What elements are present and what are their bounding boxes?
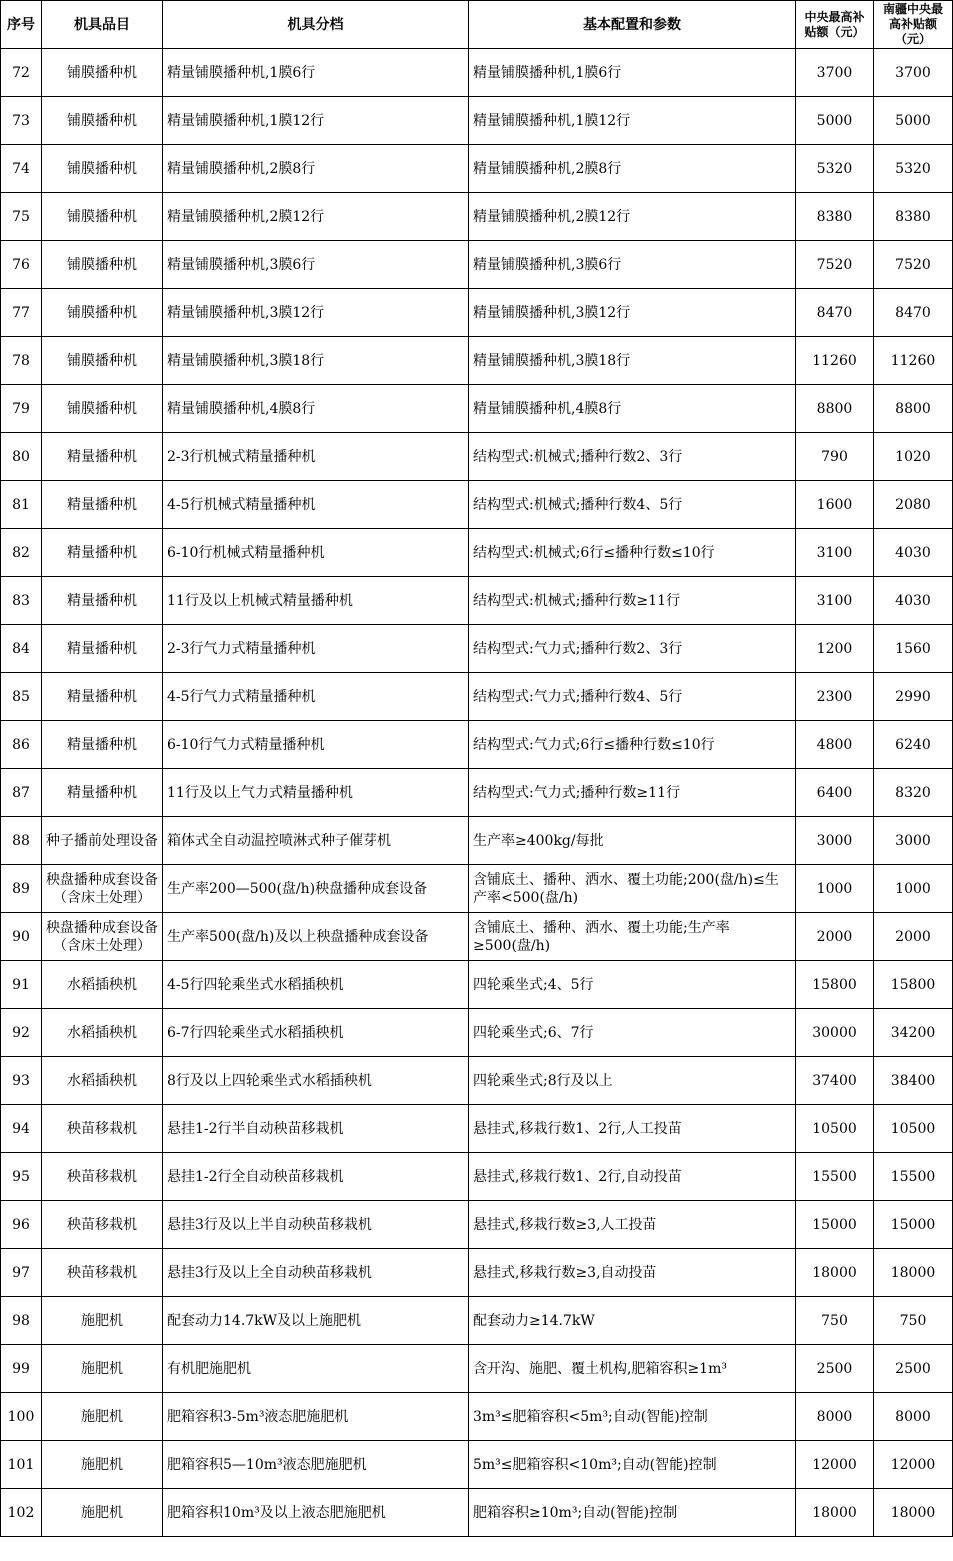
cell-south-subsidy: 12000 bbox=[874, 1441, 953, 1489]
cell-central-subsidy: 2300 bbox=[796, 673, 874, 721]
cell-south-subsidy: 5320 bbox=[874, 145, 953, 193]
cell-config: 悬挂式,移栽行数1、2行,自动投苗 bbox=[469, 1153, 796, 1201]
cell-south-subsidy: 1020 bbox=[874, 433, 953, 481]
cell-category: 精量播种机 bbox=[42, 673, 163, 721]
cell-central-subsidy: 3100 bbox=[796, 529, 874, 577]
cell-central-subsidy: 1200 bbox=[796, 625, 874, 673]
cell-config: 结构型式:机械式;6行≤播种行数≤10行 bbox=[469, 529, 796, 577]
cell-config: 结构型式:气力式;播种行数2、3行 bbox=[469, 625, 796, 673]
cell-tier: 精量铺膜播种机,2膜8行 bbox=[163, 145, 469, 193]
table-row bbox=[1, 1153, 953, 1201]
cell-seq: 93 bbox=[1, 1057, 42, 1105]
cell-south-subsidy: 18000 bbox=[874, 1249, 953, 1297]
cell-config: 结构型式:机械式;播种行数4、5行 bbox=[469, 481, 796, 529]
table-row bbox=[1, 865, 953, 913]
table-row bbox=[1, 433, 953, 481]
cell-category: 铺膜播种机 bbox=[42, 193, 163, 241]
cell-central-subsidy: 1600 bbox=[796, 481, 874, 529]
cell-central-subsidy: 1000 bbox=[796, 865, 874, 913]
cell-seq: 99 bbox=[1, 1345, 42, 1393]
cell-seq: 91 bbox=[1, 961, 42, 1009]
cell-seq: 85 bbox=[1, 673, 42, 721]
cell-south-subsidy: 7520 bbox=[874, 241, 953, 289]
cell-category: 精量播种机 bbox=[42, 769, 163, 817]
cell-tier: 精量铺膜播种机,4膜8行 bbox=[163, 385, 469, 433]
cell-central-subsidy: 18000 bbox=[796, 1249, 874, 1297]
cell-tier: 6-7行四轮乘坐式水稻插秧机 bbox=[163, 1009, 469, 1057]
cell-category: 施肥机 bbox=[42, 1393, 163, 1441]
cell-category: 精量播种机 bbox=[42, 529, 163, 577]
cell-category: 秧苗移栽机 bbox=[42, 1249, 163, 1297]
cell-config: 含铺底土、播种、洒水、覆土功能;200(盘/h)≤生产率<500(盘/h) bbox=[469, 865, 796, 913]
header-seq: 序号 bbox=[1, 1, 42, 49]
cell-south-subsidy: 4030 bbox=[874, 529, 953, 577]
cell-central-subsidy: 4800 bbox=[796, 721, 874, 769]
table-row bbox=[1, 145, 953, 193]
cell-seq: 84 bbox=[1, 625, 42, 673]
cell-config: 结构型式:机械式;播种行数2、3行 bbox=[469, 433, 796, 481]
cell-tier: 有机肥施肥机 bbox=[163, 1345, 469, 1393]
cell-south-subsidy: 8800 bbox=[874, 385, 953, 433]
cell-category: 精量播种机 bbox=[42, 577, 163, 625]
cell-tier: 2-3行气力式精量播种机 bbox=[163, 625, 469, 673]
cell-south-subsidy: 4030 bbox=[874, 577, 953, 625]
cell-category: 铺膜播种机 bbox=[42, 241, 163, 289]
cell-south-subsidy: 15000 bbox=[874, 1201, 953, 1249]
table-row bbox=[1, 289, 953, 337]
header-south-subsidy: 南疆中央最高补贴额（元） bbox=[874, 1, 953, 49]
cell-config: 悬挂式,移栽行数≥3,人工投苗 bbox=[469, 1201, 796, 1249]
cell-category: 施肥机 bbox=[42, 1345, 163, 1393]
table-row bbox=[1, 1345, 953, 1393]
cell-tier: 肥箱容积5—10m³液态肥施肥机 bbox=[163, 1441, 469, 1489]
cell-tier: 6-10行气力式精量播种机 bbox=[163, 721, 469, 769]
cell-south-subsidy: 10500 bbox=[874, 1105, 953, 1153]
cell-tier: 11行及以上气力式精量播种机 bbox=[163, 769, 469, 817]
cell-tier: 箱体式全自动温控喷淋式种子催芽机 bbox=[163, 817, 469, 865]
cell-central-subsidy: 8470 bbox=[796, 289, 874, 337]
cell-config: 含开沟、施肥、覆土机构,肥箱容积≥1m³ bbox=[469, 1345, 796, 1393]
cell-tier: 生产率200—500(盘/h)秧盘播种成套设备 bbox=[163, 865, 469, 913]
cell-tier: 肥箱容积3-5m³液态肥施肥机 bbox=[163, 1393, 469, 1441]
cell-seq: 88 bbox=[1, 817, 42, 865]
cell-seq: 97 bbox=[1, 1249, 42, 1297]
cell-south-subsidy: 1000 bbox=[874, 865, 953, 913]
cell-config: 配套动力≥14.7kW bbox=[469, 1297, 796, 1345]
cell-seq: 81 bbox=[1, 481, 42, 529]
cell-central-subsidy: 5000 bbox=[796, 97, 874, 145]
cell-central-subsidy: 790 bbox=[796, 433, 874, 481]
cell-seq: 82 bbox=[1, 529, 42, 577]
cell-category: 精量播种机 bbox=[42, 481, 163, 529]
cell-central-subsidy: 3000 bbox=[796, 817, 874, 865]
cell-config: 5m³≤肥箱容积<10m³;自动(智能)控制 bbox=[469, 1441, 796, 1489]
cell-central-subsidy: 15500 bbox=[796, 1153, 874, 1201]
cell-config: 精量铺膜播种机,3膜12行 bbox=[469, 289, 796, 337]
cell-category: 铺膜播种机 bbox=[42, 337, 163, 385]
cell-seq: 74 bbox=[1, 145, 42, 193]
cell-south-subsidy: 8320 bbox=[874, 769, 953, 817]
cell-south-subsidy: 18000 bbox=[874, 1489, 953, 1537]
cell-config: 精量铺膜播种机,3膜6行 bbox=[469, 241, 796, 289]
cell-category: 秧苗移栽机 bbox=[42, 1201, 163, 1249]
cell-tier: 6-10行机械式精量播种机 bbox=[163, 529, 469, 577]
cell-south-subsidy: 8000 bbox=[874, 1393, 953, 1441]
cell-tier: 精量铺膜播种机,1膜6行 bbox=[163, 49, 469, 97]
table-row bbox=[1, 1201, 953, 1249]
cell-south-subsidy: 2500 bbox=[874, 1345, 953, 1393]
cell-central-subsidy: 2000 bbox=[796, 913, 874, 961]
cell-south-subsidy: 8380 bbox=[874, 193, 953, 241]
cell-config: 结构型式:气力式;6行≤播种行数≤10行 bbox=[469, 721, 796, 769]
cell-central-subsidy: 750 bbox=[796, 1297, 874, 1345]
cell-config: 四轮乘坐式;4、5行 bbox=[469, 961, 796, 1009]
cell-tier: 悬挂3行及以上半自动秧苗移栽机 bbox=[163, 1201, 469, 1249]
cell-config: 3m³≤肥箱容积<5m³;自动(智能)控制 bbox=[469, 1393, 796, 1441]
cell-tier: 8行及以上四轮乘坐式水稻插秧机 bbox=[163, 1057, 469, 1105]
cell-central-subsidy: 37400 bbox=[796, 1057, 874, 1105]
cell-seq: 86 bbox=[1, 721, 42, 769]
table-row bbox=[1, 481, 953, 529]
cell-seq: 89 bbox=[1, 865, 42, 913]
cell-config: 精量铺膜播种机,2膜8行 bbox=[469, 145, 796, 193]
cell-south-subsidy: 38400 bbox=[874, 1057, 953, 1105]
table-row bbox=[1, 625, 953, 673]
cell-central-subsidy: 12000 bbox=[796, 1441, 874, 1489]
cell-central-subsidy: 8800 bbox=[796, 385, 874, 433]
cell-category: 水稻插秧机 bbox=[42, 1009, 163, 1057]
cell-seq: 95 bbox=[1, 1153, 42, 1201]
cell-category: 施肥机 bbox=[42, 1297, 163, 1345]
cell-tier: 精量铺膜播种机,3膜18行 bbox=[163, 337, 469, 385]
cell-tier: 悬挂1-2行半自动秧苗移栽机 bbox=[163, 1105, 469, 1153]
cell-category: 秧盘播种成套设备（含床土处理） bbox=[42, 913, 163, 961]
cell-config: 四轮乘坐式;6、7行 bbox=[469, 1009, 796, 1057]
cell-south-subsidy: 11260 bbox=[874, 337, 953, 385]
cell-config: 精量铺膜播种机,3膜18行 bbox=[469, 337, 796, 385]
cell-category: 精量播种机 bbox=[42, 625, 163, 673]
table-row bbox=[1, 1393, 953, 1441]
cell-seq: 87 bbox=[1, 769, 42, 817]
cell-south-subsidy: 15500 bbox=[874, 1153, 953, 1201]
header-category: 机具品目 bbox=[42, 1, 163, 49]
cell-seq: 72 bbox=[1, 49, 42, 97]
cell-south-subsidy: 15800 bbox=[874, 961, 953, 1009]
cell-config: 结构型式:气力式;播种行数4、5行 bbox=[469, 673, 796, 721]
cell-config: 悬挂式,移栽行数1、2行,人工投苗 bbox=[469, 1105, 796, 1153]
table-row bbox=[1, 1441, 953, 1489]
cell-south-subsidy: 2000 bbox=[874, 913, 953, 961]
cell-config: 含铺底土、播种、洒水、覆土功能;生产率≥500(盘/h) bbox=[469, 913, 796, 961]
table-row bbox=[1, 673, 953, 721]
cell-category: 铺膜播种机 bbox=[42, 385, 163, 433]
cell-south-subsidy: 3700 bbox=[874, 49, 953, 97]
cell-central-subsidy: 6400 bbox=[796, 769, 874, 817]
table-row bbox=[1, 961, 953, 1009]
table-row bbox=[1, 193, 953, 241]
cell-seq: 78 bbox=[1, 337, 42, 385]
table-row bbox=[1, 817, 953, 865]
table-row bbox=[1, 1057, 953, 1105]
table-row bbox=[1, 913, 953, 961]
table-row bbox=[1, 241, 953, 289]
table-row bbox=[1, 49, 953, 97]
table-row bbox=[1, 577, 953, 625]
cell-central-subsidy: 3700 bbox=[796, 49, 874, 97]
cell-category: 水稻插秧机 bbox=[42, 1057, 163, 1105]
cell-tier: 精量铺膜播种机,3膜12行 bbox=[163, 289, 469, 337]
cell-south-subsidy: 750 bbox=[874, 1297, 953, 1345]
header-central-subsidy: 中央最高补贴额（元） bbox=[796, 1, 874, 49]
cell-south-subsidy: 3000 bbox=[874, 817, 953, 865]
cell-central-subsidy: 7520 bbox=[796, 241, 874, 289]
cell-category: 水稻插秧机 bbox=[42, 961, 163, 1009]
cell-config: 肥箱容积≥10m³;自动(智能)控制 bbox=[469, 1489, 796, 1537]
table-row bbox=[1, 385, 953, 433]
cell-south-subsidy: 1560 bbox=[874, 625, 953, 673]
table-row bbox=[1, 1489, 953, 1537]
cell-south-subsidy: 34200 bbox=[874, 1009, 953, 1057]
cell-central-subsidy: 10500 bbox=[796, 1105, 874, 1153]
cell-config: 四轮乘坐式;8行及以上 bbox=[469, 1057, 796, 1105]
cell-tier: 4-5行机械式精量播种机 bbox=[163, 481, 469, 529]
cell-category: 铺膜播种机 bbox=[42, 289, 163, 337]
table-row bbox=[1, 1009, 953, 1057]
cell-seq: 102 bbox=[1, 1489, 42, 1537]
cell-tier: 精量铺膜播种机,1膜12行 bbox=[163, 97, 469, 145]
cell-category: 施肥机 bbox=[42, 1441, 163, 1489]
cell-seq: 90 bbox=[1, 913, 42, 961]
header-config: 基本配置和参数 bbox=[469, 1, 796, 49]
table-row bbox=[1, 97, 953, 145]
cell-central-subsidy: 18000 bbox=[796, 1489, 874, 1537]
cell-config: 精量铺膜播种机,1膜12行 bbox=[469, 97, 796, 145]
cell-category: 精量播种机 bbox=[42, 433, 163, 481]
cell-tier: 4-5行气力式精量播种机 bbox=[163, 673, 469, 721]
table-row bbox=[1, 337, 953, 385]
cell-tier: 悬挂3行及以上全自动秧苗移栽机 bbox=[163, 1249, 469, 1297]
cell-seq: 92 bbox=[1, 1009, 42, 1057]
table-row bbox=[1, 529, 953, 577]
cell-seq: 79 bbox=[1, 385, 42, 433]
cell-category: 铺膜播种机 bbox=[42, 49, 163, 97]
cell-category: 秧盘播种成套设备（含床土处理） bbox=[42, 865, 163, 913]
cell-seq: 76 bbox=[1, 241, 42, 289]
cell-tier: 悬挂1-2行全自动秧苗移栽机 bbox=[163, 1153, 469, 1201]
cell-config: 精量铺膜播种机,2膜12行 bbox=[469, 193, 796, 241]
cell-central-subsidy: 8000 bbox=[796, 1393, 874, 1441]
cell-seq: 98 bbox=[1, 1297, 42, 1345]
cell-south-subsidy: 8470 bbox=[874, 289, 953, 337]
cell-central-subsidy: 2500 bbox=[796, 1345, 874, 1393]
cell-config: 生产率≥400kg/每批 bbox=[469, 817, 796, 865]
cell-tier: 4-5行四轮乘坐式水稻插秧机 bbox=[163, 961, 469, 1009]
cell-seq: 75 bbox=[1, 193, 42, 241]
cell-tier: 2-3行机械式精量播种机 bbox=[163, 433, 469, 481]
cell-south-subsidy: 2080 bbox=[874, 481, 953, 529]
table-row bbox=[1, 721, 953, 769]
header-row bbox=[1, 1, 953, 49]
cell-seq: 101 bbox=[1, 1441, 42, 1489]
cell-category: 精量播种机 bbox=[42, 721, 163, 769]
cell-tier: 配套动力14.7kW及以上施肥机 bbox=[163, 1297, 469, 1345]
cell-category: 秧苗移栽机 bbox=[42, 1153, 163, 1201]
cell-config: 精量铺膜播种机,4膜8行 bbox=[469, 385, 796, 433]
cell-seq: 73 bbox=[1, 97, 42, 145]
table-row bbox=[1, 1105, 953, 1153]
header-tier: 机具分档 bbox=[163, 1, 469, 49]
cell-config: 悬挂式,移栽行数≥3,自动投苗 bbox=[469, 1249, 796, 1297]
cell-category: 秧苗移栽机 bbox=[42, 1105, 163, 1153]
cell-central-subsidy: 15800 bbox=[796, 961, 874, 1009]
cell-central-subsidy: 5320 bbox=[796, 145, 874, 193]
cell-category: 铺膜播种机 bbox=[42, 145, 163, 193]
table-row bbox=[1, 1297, 953, 1345]
cell-tier: 肥箱容积10m³及以上液态肥施肥机 bbox=[163, 1489, 469, 1537]
cell-seq: 83 bbox=[1, 577, 42, 625]
cell-tier: 生产率500(盘/h)及以上秧盘播种成套设备 bbox=[163, 913, 469, 961]
cell-south-subsidy: 6240 bbox=[874, 721, 953, 769]
cell-tier: 精量铺膜播种机,3膜6行 bbox=[163, 241, 469, 289]
cell-category: 种子播前处理设备 bbox=[42, 817, 163, 865]
cell-config: 结构型式:机械式;播种行数≥11行 bbox=[469, 577, 796, 625]
cell-central-subsidy: 8380 bbox=[796, 193, 874, 241]
cell-tier: 精量铺膜播种机,2膜12行 bbox=[163, 193, 469, 241]
cell-central-subsidy: 3100 bbox=[796, 577, 874, 625]
table-body bbox=[1, 49, 953, 1537]
cell-central-subsidy: 30000 bbox=[796, 1009, 874, 1057]
table-row bbox=[1, 769, 953, 817]
cell-south-subsidy: 5000 bbox=[874, 97, 953, 145]
cell-central-subsidy: 11260 bbox=[796, 337, 874, 385]
cell-category: 施肥机 bbox=[42, 1489, 163, 1537]
cell-south-subsidy: 2990 bbox=[874, 673, 953, 721]
cell-central-subsidy: 15000 bbox=[796, 1201, 874, 1249]
cell-category: 铺膜播种机 bbox=[42, 97, 163, 145]
table-row bbox=[1, 1249, 953, 1297]
cell-seq: 80 bbox=[1, 433, 42, 481]
cell-seq: 96 bbox=[1, 1201, 42, 1249]
cell-config: 结构型式:气力式;播种行数≥11行 bbox=[469, 769, 796, 817]
cell-seq: 77 bbox=[1, 289, 42, 337]
cell-config: 精量铺膜播种机,1膜6行 bbox=[469, 49, 796, 97]
cell-tier: 11行及以上机械式精量播种机 bbox=[163, 577, 469, 625]
cell-seq: 100 bbox=[1, 1393, 42, 1441]
cell-seq: 94 bbox=[1, 1105, 42, 1153]
